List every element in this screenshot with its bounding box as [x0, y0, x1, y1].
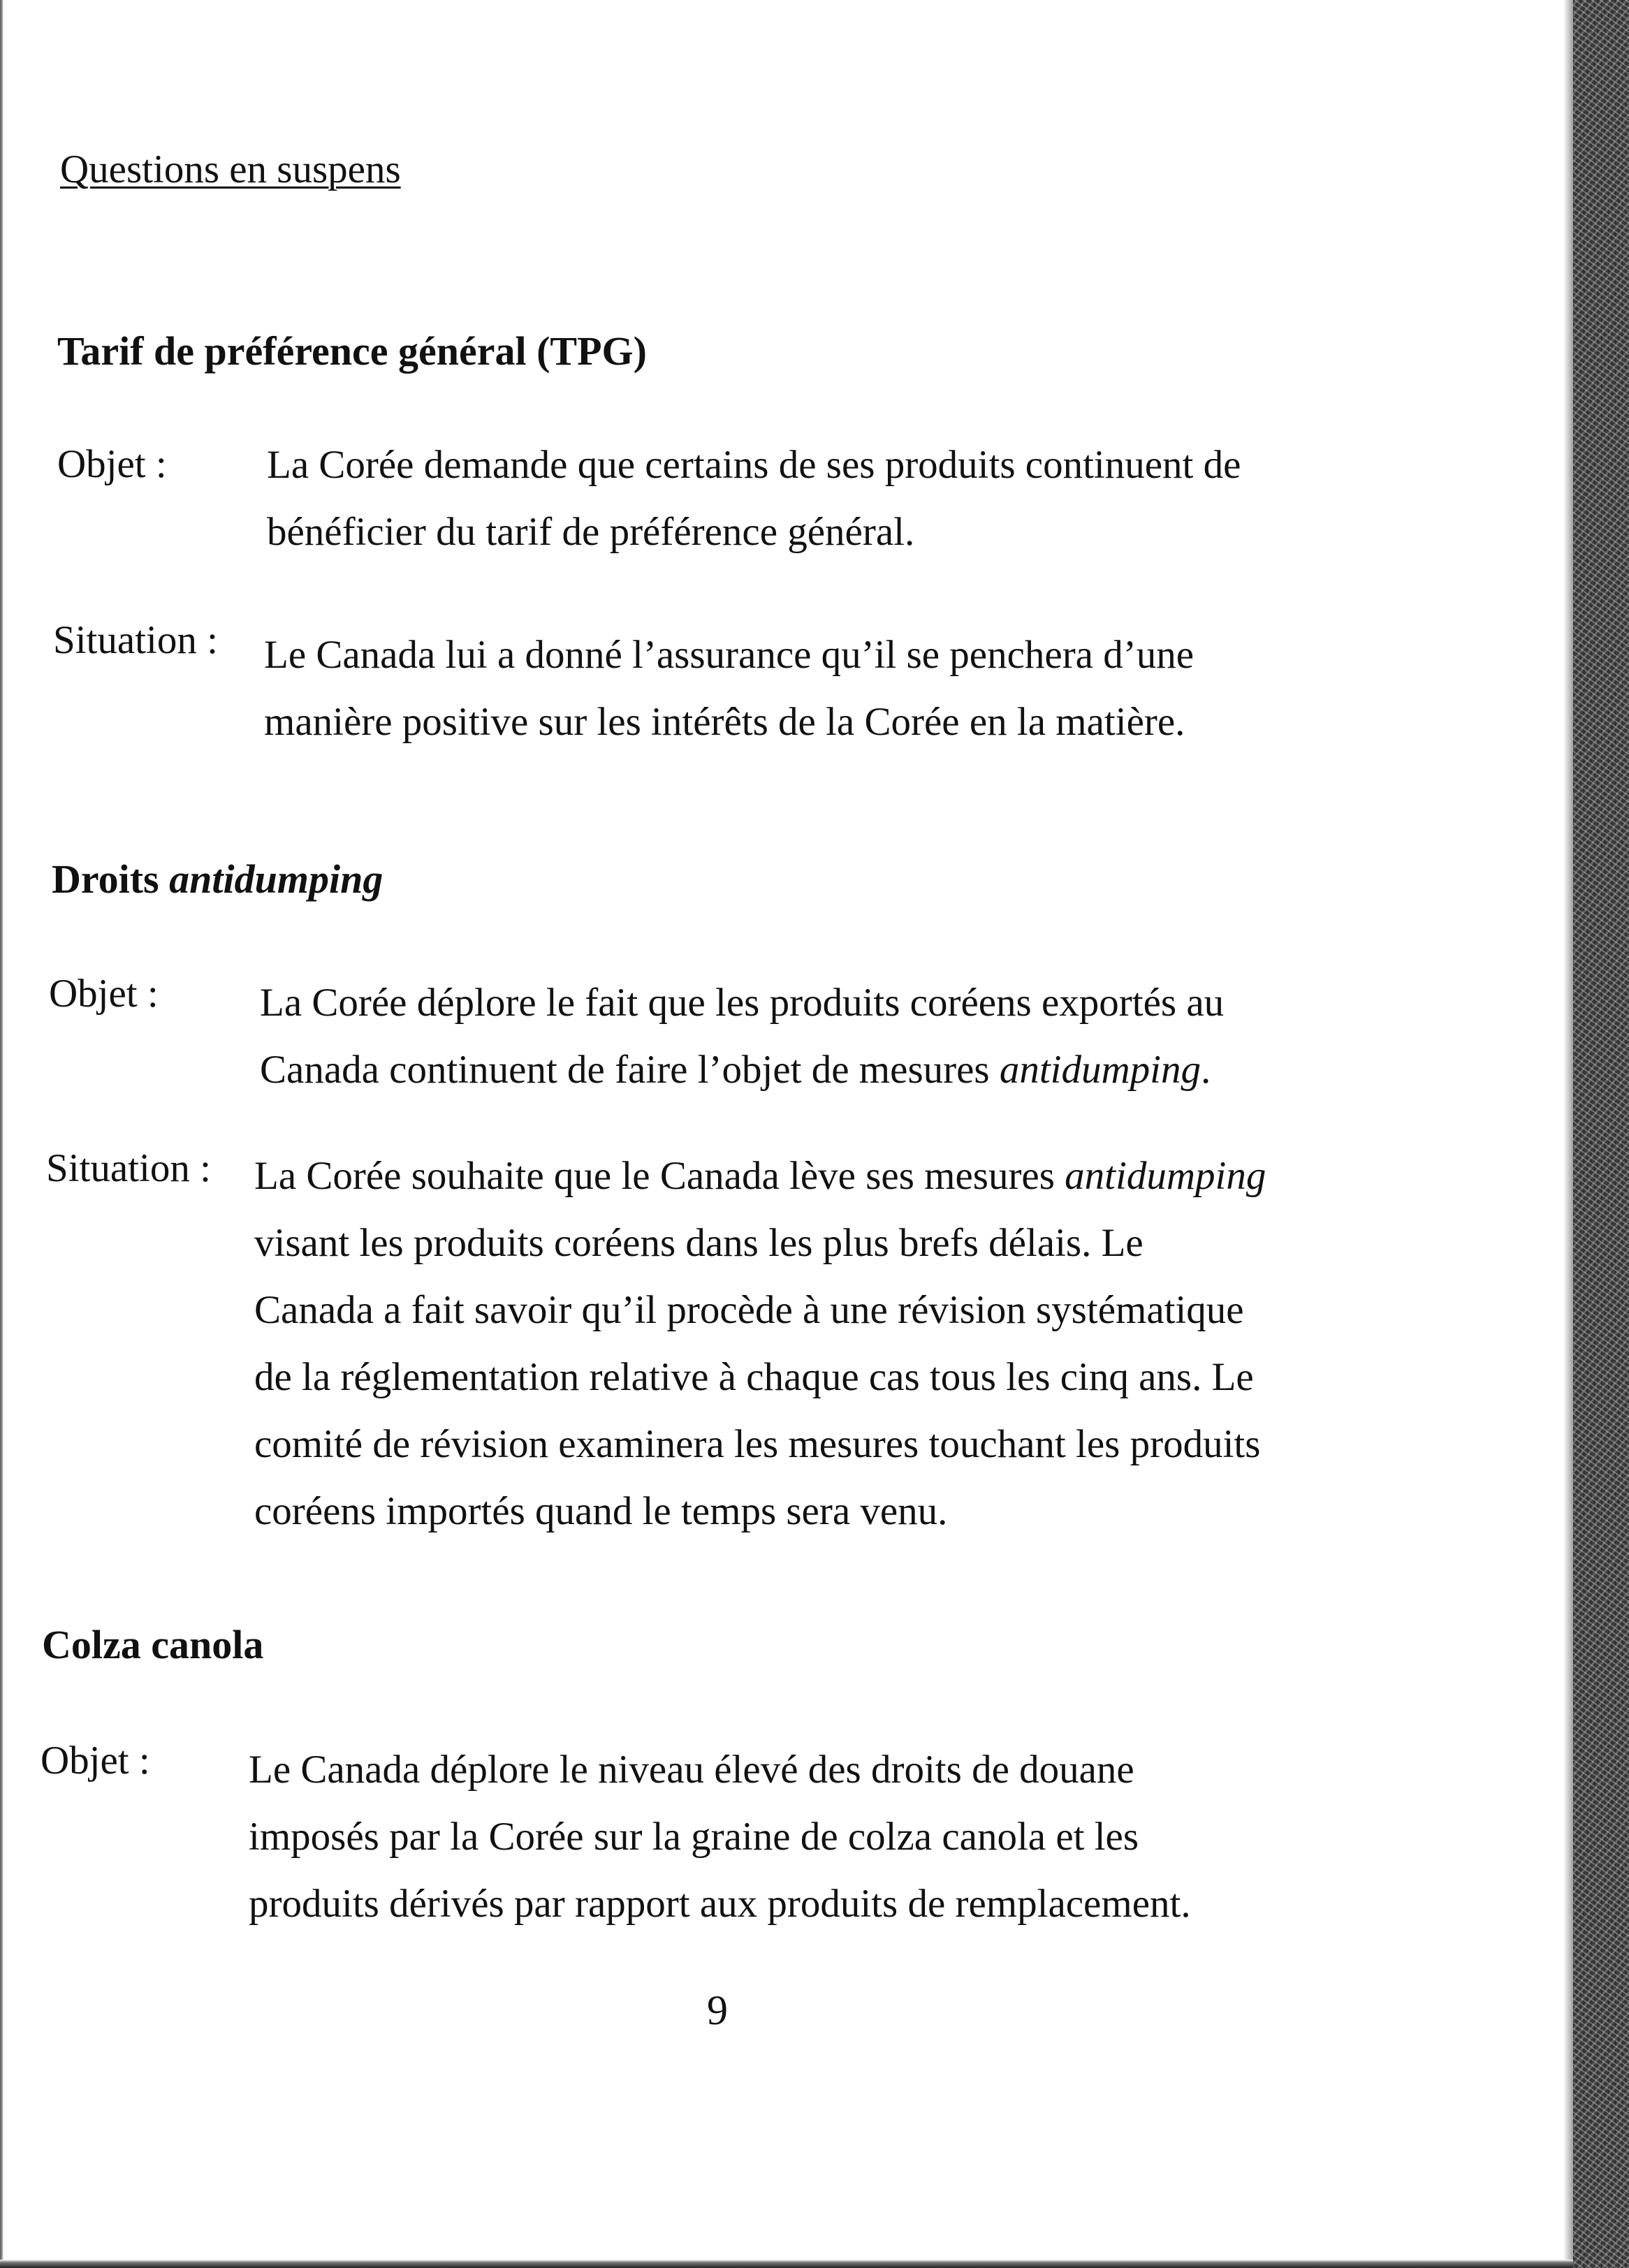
objet-text-antidumping [260, 970, 1224, 1104]
text-line: La Corée déplore le fait que les produits coréens exportés au [260, 981, 1225, 1025]
text-line: Canada a fait savoir qu’il procède à une révision systématique [254, 1288, 1244, 1332]
text-line: manière positive sur les intérêts de la Corée en la matière. [264, 700, 1185, 744]
objet-label-colza: Objet : [41, 1739, 150, 1783]
text-line: de la réglementation relative à chaque cas tous les cinq ans. Le [254, 1355, 1254, 1399]
page-number: 9 [707, 1987, 728, 2033]
text-segment: . [1201, 1048, 1211, 1092]
objet-label-antidumping: Objet : [49, 972, 159, 1016]
text-segment: La Corée souhaite que le Canada lève ses mesures [254, 1154, 1065, 1198]
objet-label-tpg: Objet : [57, 442, 167, 486]
situation-text-tpg [264, 622, 1194, 756]
text-line: Le Canada déplore le niveau élevé des droits de douane [249, 1748, 1134, 1792]
scan-right-edge [1573, 0, 1629, 2268]
scan-bottom-edge [0, 2260, 1573, 2268]
text-emphasis: antidumping [1065, 1154, 1266, 1198]
text-line: coréens importés quand le temps sera venu. [254, 1489, 948, 1533]
heading-tpg: Tarif de préférence général (TPG) [57, 328, 647, 374]
text-line: bénéficier du tarif de préférence général. [267, 510, 915, 554]
objet-text-tpg [267, 432, 1241, 566]
heading-antidumping [52, 856, 383, 902]
situation-label-antidumping: Situation : [46, 1146, 211, 1190]
text-line [260, 1037, 1224, 1104]
section-title: Questions en suspens [60, 147, 401, 191]
text-segment: Canada continuent de faire l’objet de mesures [260, 1048, 1000, 1092]
heading-antidumping-emphasis: antidumping [169, 856, 383, 902]
text-line: Le Canada lui a donné l’assurance qu’il se penchera d’une [264, 633, 1195, 677]
text-line: comité de révision examinera les mesures touchant les produits [254, 1422, 1261, 1466]
situation-label-tpg: Situation : [53, 618, 218, 662]
text-line: imposés par la Corée sur la graine de colza canola et les [249, 1815, 1139, 1859]
text-line [254, 1143, 1266, 1210]
scan-left-edge [0, 0, 3, 2268]
text-line: visant les produits coréens dans les plus brefs délais. Le [254, 1221, 1144, 1265]
heading-antidumping-prefix: Droits [52, 856, 159, 902]
situation-text-antidumping [254, 1143, 1266, 1545]
text-line: produits dérivés par rapport aux produits de remplacement. [249, 1882, 1191, 1926]
objet-text-colza [249, 1736, 1191, 1938]
text-emphasis: antidumping [999, 1048, 1201, 1092]
text-line: La Corée demande que certains de ses produits continuent de [267, 443, 1241, 487]
heading-colza: Colza canola [42, 1622, 264, 1667]
